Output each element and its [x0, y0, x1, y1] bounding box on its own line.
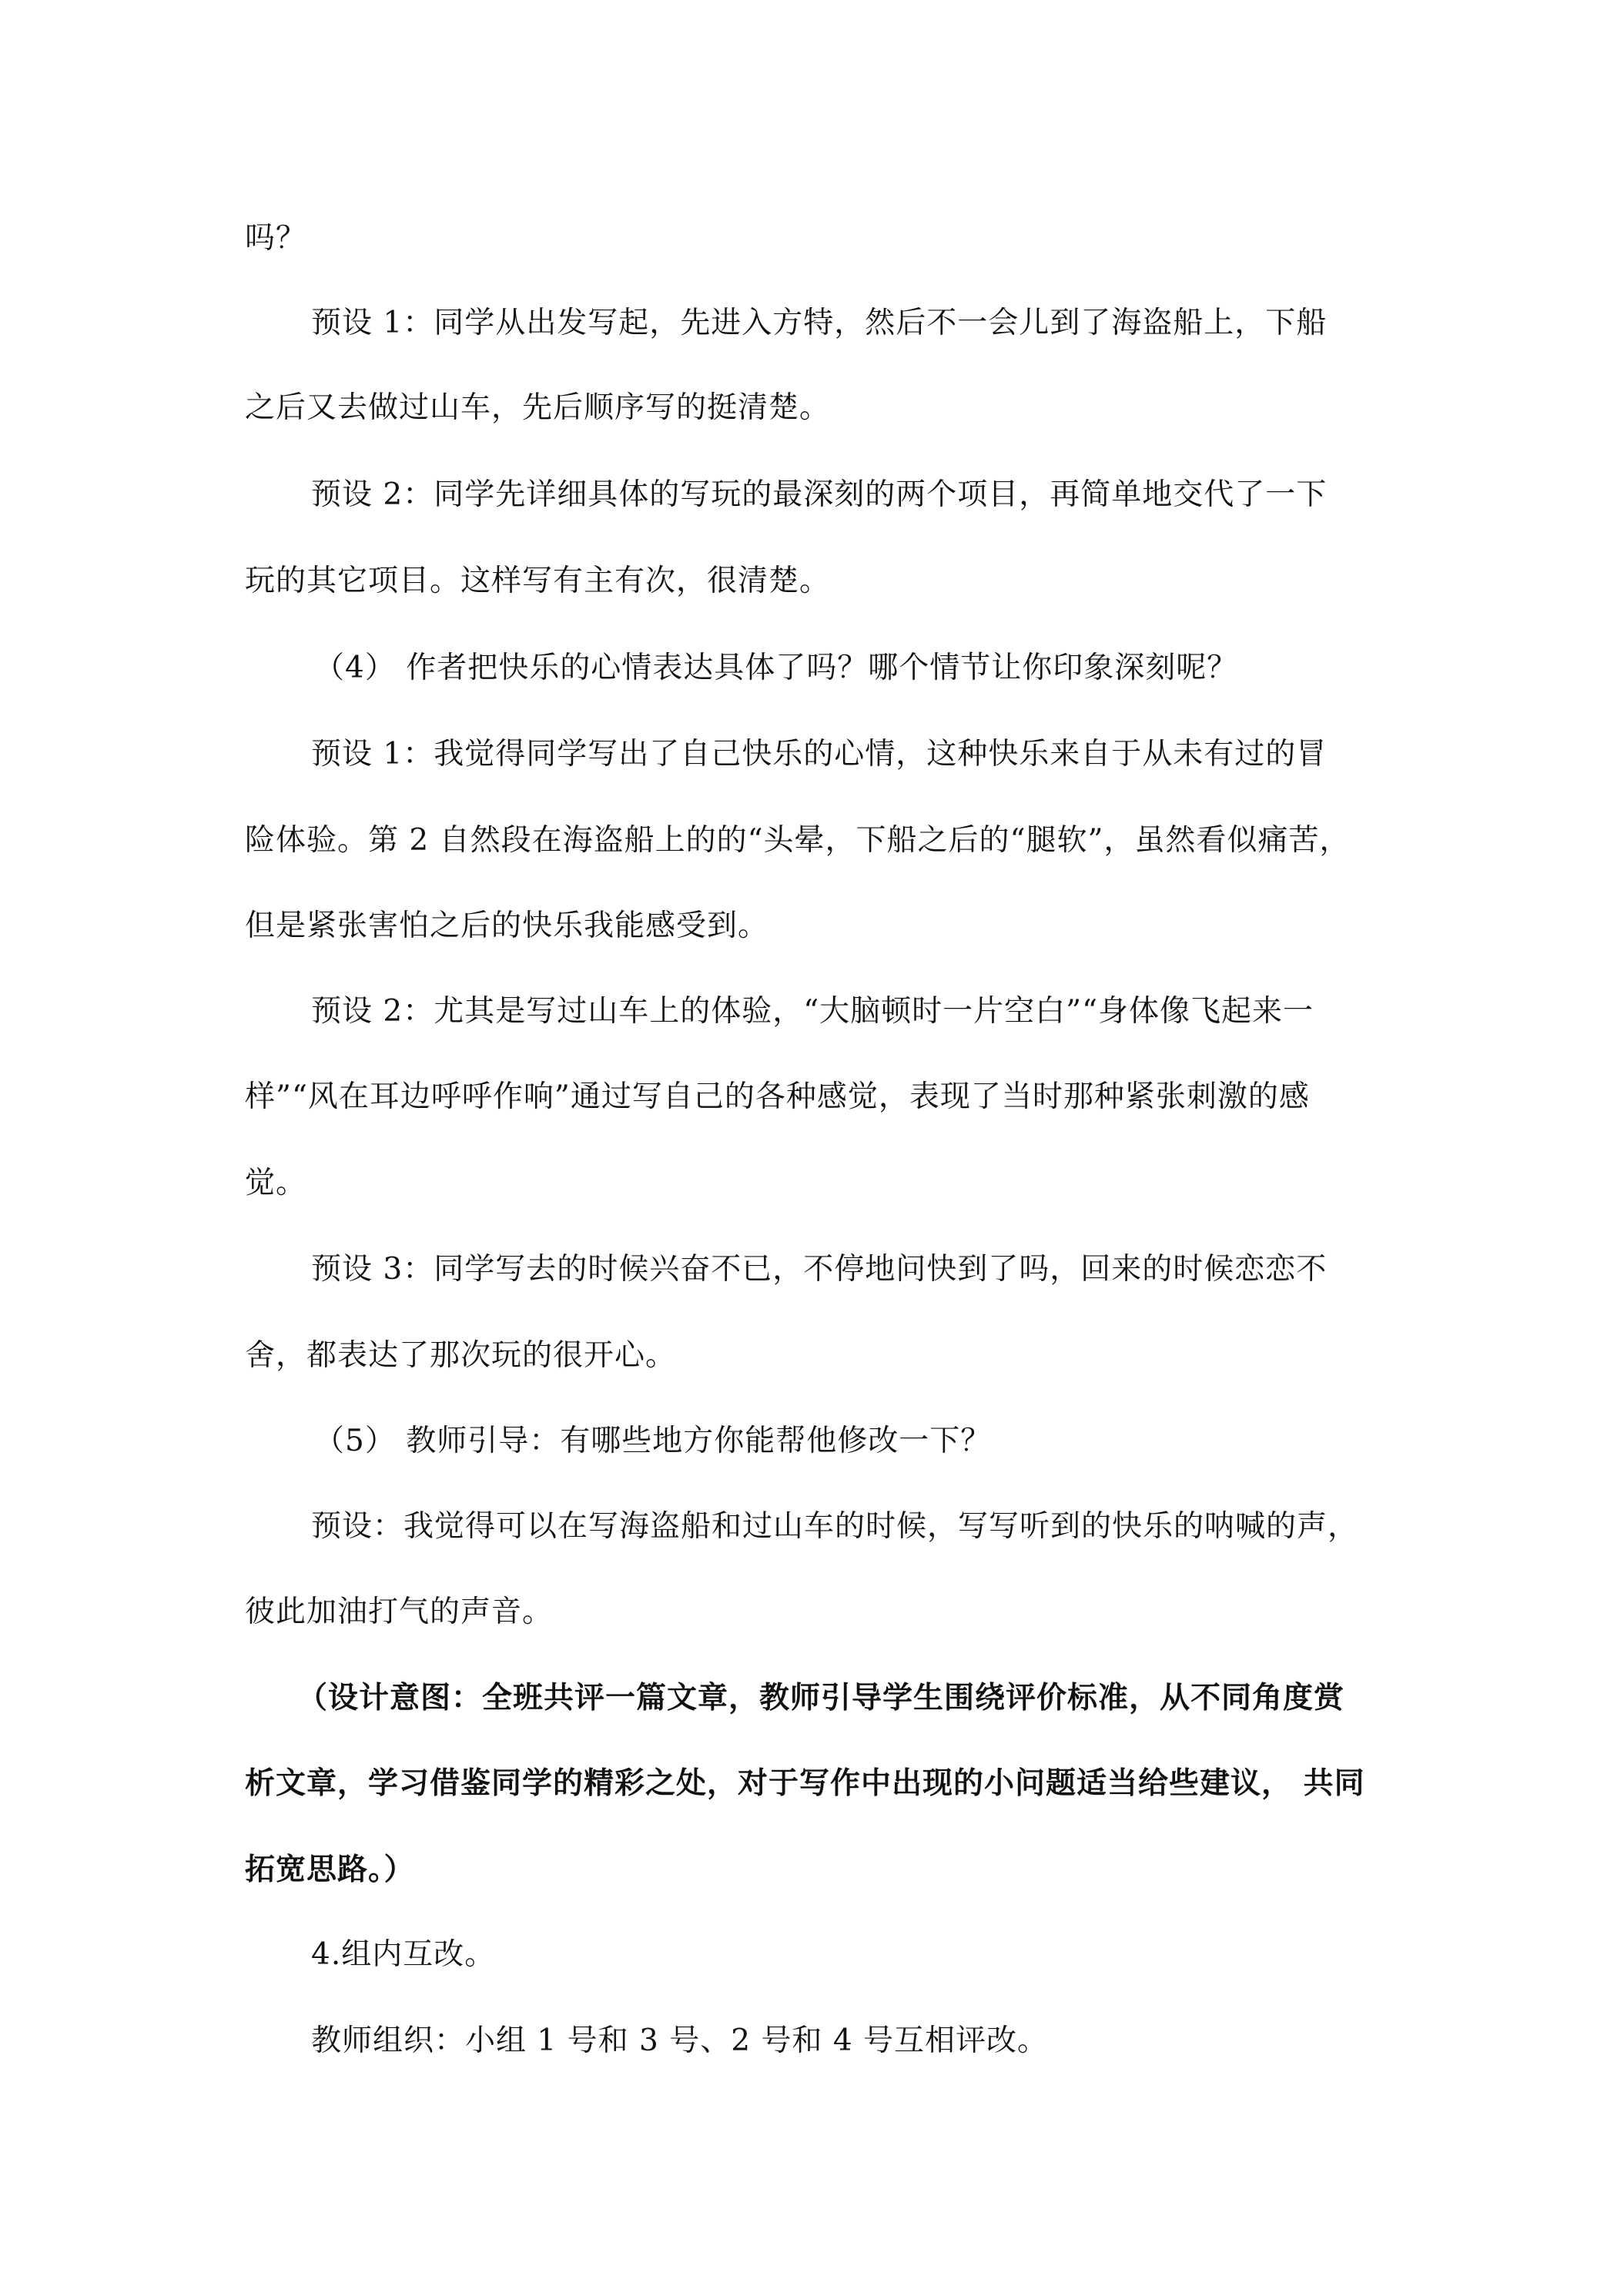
- text-line: 预设 1：同学从出发写起，先进入方特，然后不一会儿到了海盗船上，下船: [311, 306, 1328, 340]
- text-line: 预设 2：同学先详细具体的写玩的最深刻的两个项目，再简单地交代了一下: [311, 477, 1328, 512]
- text-line: 之后又去做过山车，先后顺序写的挺清楚。: [245, 390, 831, 425]
- text-line: 险体验。第 2 自然段在海盗船上的的“头晕，下船之后的“腿软”，虽然看似痛苦，: [245, 823, 1351, 858]
- text-line: 样”“风在耳边呼呼作响”通过写自己的各种感觉，表现了当时那种紧张刺激的感: [245, 1079, 1310, 1114]
- text-line: 彼此加油打气的声音。: [245, 1595, 554, 1629]
- text-line: 玩的其它项目。这样写有主有次，很清楚。: [245, 564, 831, 598]
- text-line: 预设 2：尤其是写过山车上的体验，“大脑顿时一片空白”“身体像飞起来一: [311, 994, 1314, 1029]
- text-line: 教师组织：小组 1 号和 3 号、2 号和 4 号互相评改。: [311, 2023, 1049, 2058]
- text-line: 预设 3：同学写去的时候兴奋不已，不停地问快到了吗，回来的时候恋恋不: [311, 1252, 1328, 1287]
- text-line: 舍，都表达了那次玩的很开心。: [245, 1338, 677, 1373]
- text-line: 觉。: [245, 1166, 307, 1200]
- design-intent-line: 拓宽思路。）: [245, 1852, 415, 1887]
- section-heading: 4.组内互改。: [311, 1937, 496, 1972]
- design-intent-line: 析文章，学习借鉴同学的精彩之处，对于写作中出现的小问题适当给些建议， 共同: [245, 1766, 1365, 1801]
- text-line: 但是紧张害怕之后的快乐我能感受到。: [245, 909, 769, 943]
- text-line: 吗？: [245, 221, 307, 256]
- text-line: 预设：我觉得可以在写海盗船和过山车的时候，写写听到的快乐的呐喊的声，: [311, 1509, 1359, 1544]
- text-line: （4） 作者把快乐的心情表达具体了吗？哪个情节让你印象深刻呢？: [314, 651, 1238, 685]
- text-line: （5） 教师引导：有哪些地方你能帮他修改一下？: [314, 1424, 992, 1458]
- text-line: 预设 1：我觉得同学写出了自己快乐的心情，这种快乐来自于从未有过的冒: [311, 737, 1328, 771]
- design-intent-line: （设计意图：全班共评一篇文章，教师引导学生围绕评价标准，从不同角度赏: [297, 1680, 1345, 1715]
